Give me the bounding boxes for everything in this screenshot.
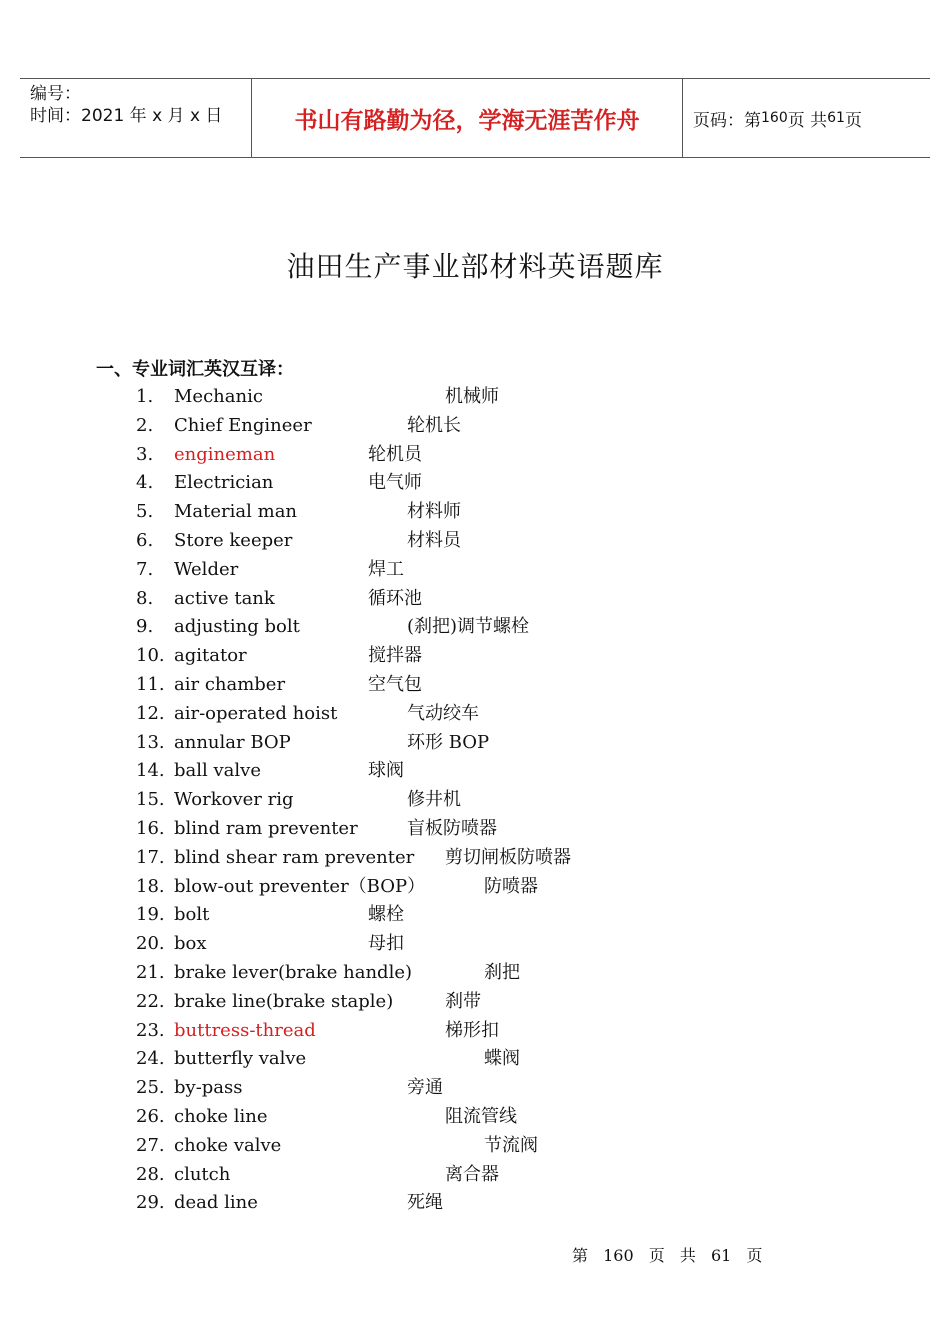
item-number: 10. xyxy=(136,645,165,667)
item-english: clutch xyxy=(174,1163,231,1185)
page-header xyxy=(20,78,930,158)
item-number: 19. xyxy=(136,904,165,926)
list-item xyxy=(0,498,950,526)
item-chinese: 电气师 xyxy=(368,472,422,494)
list-item xyxy=(0,988,950,1016)
item-english: Electrician xyxy=(174,472,274,494)
list-item xyxy=(0,527,950,555)
item-number: 25. xyxy=(136,1077,165,1099)
item-chinese: 材料员 xyxy=(407,530,461,551)
list-item xyxy=(0,1045,950,1073)
list-item xyxy=(0,959,950,987)
header-page-info xyxy=(683,79,930,157)
footer-gong: 共 xyxy=(679,1246,696,1265)
list-item xyxy=(0,642,950,670)
item-english: active tank xyxy=(174,587,275,609)
list-item xyxy=(0,671,950,699)
header-motto: 书山有路勤为径，学海无涯苦作舟 xyxy=(252,79,683,157)
item-chinese: 空气包 xyxy=(368,674,422,695)
item-chinese: 母扣 xyxy=(368,933,404,955)
footer-total: 61 xyxy=(710,1246,732,1265)
item-chinese: 死绳 xyxy=(407,1192,443,1214)
item-english: engineman xyxy=(174,443,276,465)
item-chinese: 螺栓 xyxy=(368,904,404,926)
item-chinese: 剪切闸板防喷器 xyxy=(445,846,571,868)
list-item xyxy=(0,1074,950,1102)
item-english: blow-out preventer（BOP） xyxy=(174,875,426,897)
item-chinese: 盲板防喷器 xyxy=(407,818,497,839)
list-item xyxy=(0,585,950,613)
item-number: 27. xyxy=(136,1134,165,1156)
list-item xyxy=(0,1103,950,1131)
item-chinese: 节流阀 xyxy=(484,1134,538,1156)
list-item xyxy=(0,901,950,929)
list-item xyxy=(0,930,950,958)
item-english: choke valve xyxy=(174,1134,282,1156)
header-meta xyxy=(20,79,252,157)
item-english: Workover rig xyxy=(174,789,294,811)
list-item xyxy=(0,613,950,641)
item-number: 4. xyxy=(136,472,154,494)
item-number: 24. xyxy=(136,1048,165,1070)
item-number: 2. xyxy=(136,414,154,436)
item-english: Store keeper xyxy=(174,530,293,551)
item-number: 6. xyxy=(136,530,154,551)
item-english: ball valve xyxy=(174,760,261,782)
item-number: 5. xyxy=(136,501,154,523)
list-item xyxy=(0,441,950,469)
item-chinese: 搅拌器 xyxy=(368,645,422,667)
item-chinese: 轮机员 xyxy=(368,443,422,465)
item-chinese: 刹带 xyxy=(445,990,481,1012)
item-number: 23. xyxy=(136,1019,165,1041)
item-chinese: 球阀 xyxy=(368,760,404,782)
footer-ye1: 页 xyxy=(648,1246,665,1265)
item-english: brake lever(brake handle) xyxy=(174,962,413,983)
item-number: 15. xyxy=(136,789,165,811)
item-chinese: 材料师 xyxy=(407,501,461,523)
item-chinese: 机械师 xyxy=(445,386,499,407)
item-english: adjusting bolt xyxy=(174,616,300,638)
list-item xyxy=(0,700,950,728)
item-chinese: 旁通 xyxy=(407,1077,443,1099)
item-english: Mechanic xyxy=(174,386,263,407)
item-number: 28. xyxy=(136,1163,165,1185)
list-item xyxy=(0,412,950,440)
time-label: 时间：2021 年 x 月 x 日 xyxy=(30,106,223,126)
item-chinese: 气动绞车 xyxy=(407,702,479,724)
item-english: blind ram preventer xyxy=(174,818,358,839)
list-item xyxy=(0,1161,950,1189)
list-item xyxy=(0,556,950,584)
footer-di: 第 xyxy=(572,1246,589,1265)
code-label: 编号： xyxy=(30,84,81,104)
item-english: blind shear ram preventer xyxy=(174,846,415,868)
item-english: Chief Engineer xyxy=(174,414,312,436)
item-english: buttress-thread xyxy=(174,1019,316,1041)
item-number: 20. xyxy=(136,933,165,955)
list-item xyxy=(0,1017,950,1045)
list-item xyxy=(0,1189,950,1217)
item-english: air chamber xyxy=(174,674,286,695)
page-footer xyxy=(572,1243,772,1266)
item-number: 14. xyxy=(136,760,165,782)
item-chinese: 轮机长 xyxy=(407,414,461,436)
item-chinese: 阻流管线 xyxy=(445,1106,517,1127)
item-number: 3. xyxy=(136,443,154,465)
item-number: 26. xyxy=(136,1106,165,1127)
list-item xyxy=(0,469,950,497)
item-english: Welder xyxy=(174,558,239,580)
page-label-prefix: 页码：第 xyxy=(693,110,761,131)
list-item xyxy=(0,729,950,757)
item-english: by-pass xyxy=(174,1077,243,1099)
item-english: butterfly valve xyxy=(174,1048,307,1070)
item-number: 11. xyxy=(136,674,165,695)
list-item xyxy=(0,383,950,411)
item-english: annular BOP xyxy=(174,731,291,753)
item-number: 29. xyxy=(136,1192,165,1214)
item-english: air-operated hoist xyxy=(174,702,338,724)
item-number: 1. xyxy=(136,386,154,407)
item-english: bolt xyxy=(174,904,210,926)
list-item xyxy=(0,786,950,814)
item-chinese: 循环池 xyxy=(368,587,422,609)
page-suffix: 页 xyxy=(844,110,862,131)
footer-ye2: 页 xyxy=(746,1246,763,1265)
list-item xyxy=(0,873,950,901)
item-chinese: 梯形扣 xyxy=(445,1019,499,1041)
item-number: 17. xyxy=(136,846,165,868)
item-chinese: 防喷器 xyxy=(484,875,538,897)
item-number: 9. xyxy=(136,616,154,638)
list-item xyxy=(0,757,950,785)
item-chinese: (刹把)调节螺栓 xyxy=(407,616,530,638)
item-chinese: 焊工 xyxy=(368,558,404,580)
item-english: brake line(brake staple) xyxy=(174,990,394,1012)
footer-page: 160 xyxy=(603,1246,634,1265)
page-current: 160 xyxy=(761,110,788,126)
item-chinese: 蝶阀 xyxy=(484,1048,520,1070)
list-item xyxy=(0,1132,950,1160)
item-english: choke line xyxy=(174,1106,268,1127)
item-number: 18. xyxy=(136,875,165,897)
item-english: box xyxy=(174,933,207,955)
item-number: 7. xyxy=(136,558,154,580)
item-english: dead line xyxy=(174,1192,258,1214)
item-number: 12. xyxy=(136,702,165,724)
document-title: 油田生产事业部材料英语题库 xyxy=(286,250,664,283)
item-number: 22. xyxy=(136,990,165,1012)
page-mid: 页 共 xyxy=(787,110,828,131)
item-number: 8. xyxy=(136,587,154,609)
item-chinese: 环形 BOP xyxy=(407,731,490,753)
item-chinese: 离合器 xyxy=(445,1163,499,1185)
item-english: agitator xyxy=(174,645,247,667)
list-item xyxy=(0,815,950,843)
section-heading: 一、专业词汇英汉互译： xyxy=(96,359,294,380)
item-english: Material man xyxy=(174,501,298,523)
item-number: 16. xyxy=(136,818,165,839)
item-number: 21. xyxy=(136,962,165,983)
page-total: 61 xyxy=(827,110,845,126)
item-number: 13. xyxy=(136,731,165,753)
item-chinese: 修井机 xyxy=(407,789,461,811)
item-chinese: 刹把 xyxy=(484,962,520,983)
list-item xyxy=(0,844,950,872)
